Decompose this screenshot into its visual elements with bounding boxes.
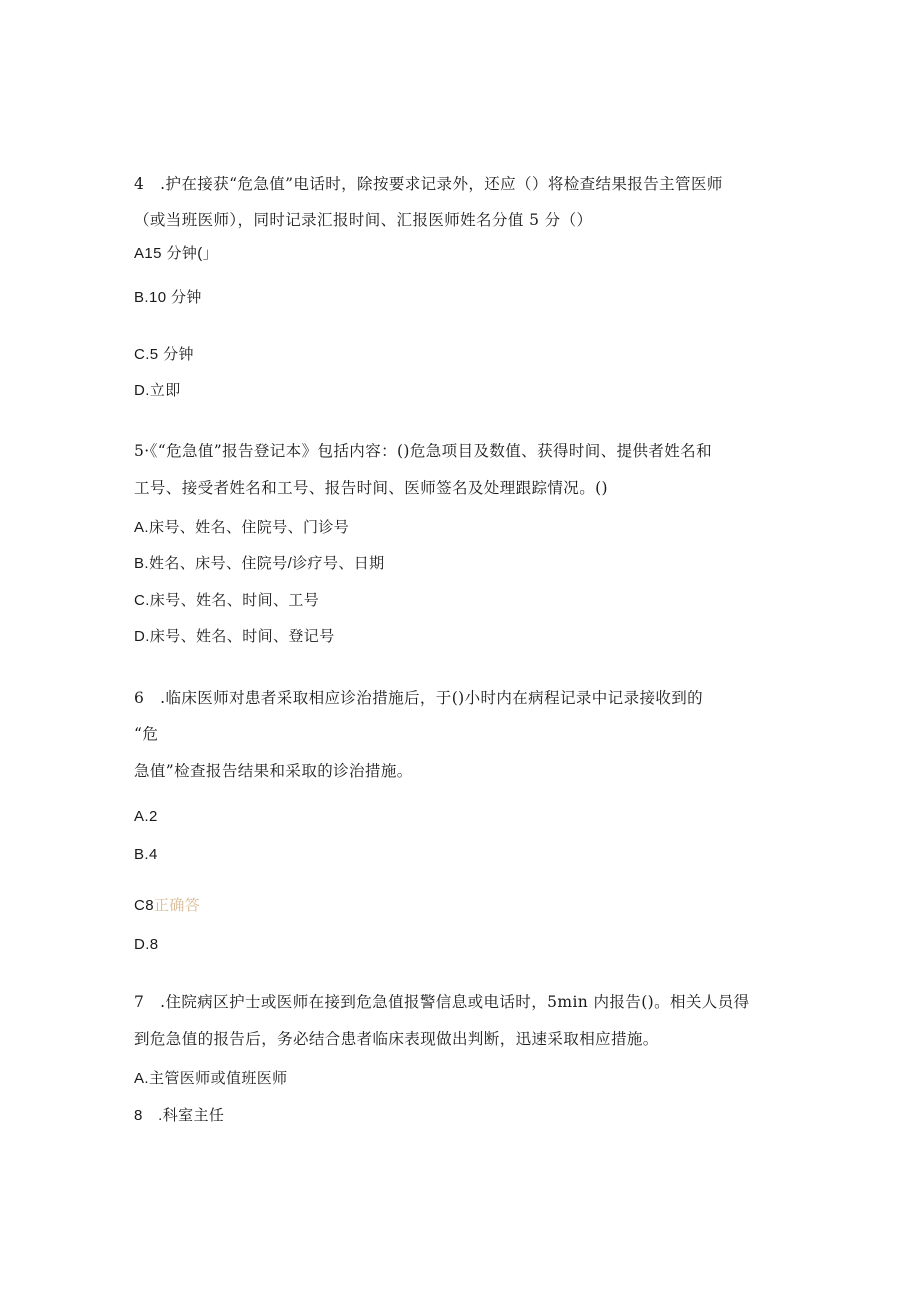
question-4-option-b: B.10 分钟	[134, 289, 202, 306]
question-6-line-2: “危	[134, 725, 159, 743]
question-6-option-c	[134, 895, 200, 916]
question-6-option-a: A.2	[134, 808, 158, 825]
question-4-line-1: 4 .护在接获“危急值”电话时，除按要求记录外，还应（）将检查结果报告主管医师	[134, 175, 723, 193]
question-6-line-1: 6 .临床医师对患者采取相应诊治措施后，于()小时内在病程记录中记录接收到的	[134, 689, 704, 707]
question-4-option-d: D.立即	[134, 382, 181, 399]
question-6-option-b: B.4	[134, 846, 158, 863]
question-5-option-a: A.床号、姓名、住院号、门诊号	[134, 519, 350, 536]
question-5-line-2: 工号、接受者姓名和工号、报告时间、医师签名及处理跟踪情况。()	[134, 479, 608, 497]
question-5-option-b: B.姓名、床号、住院号/诊疗号、日期	[134, 555, 385, 572]
question-7-line-2: 到危急值的报告后，务必结合患者临床表现做出判断，迅速采取相应措施。	[134, 1030, 659, 1048]
answer-hint: 正确答	[153, 896, 201, 914]
question-4-option-a: A15 分钟(」	[134, 245, 219, 262]
question-5-option-c: C.床号、姓名、时间、工号	[134, 592, 320, 609]
question-4-option-c: C.5 分钟	[134, 346, 194, 363]
option-c-label: C8	[134, 897, 154, 914]
question-6-option-d: D.8	[134, 936, 159, 953]
question-7-line-1: 7 .住院病区护士或医师在接到危急值报警信息或电话时，5min 内报告()。相关人员得	[134, 993, 750, 1011]
question-5-option-d: D.床号、姓名、时间、登记号	[134, 628, 335, 645]
question-4-line-2: （或当班医师），同时记录汇报时间、汇报医师姓名分值 5 分（）	[134, 211, 593, 229]
question-6-line-3: 急值”检查报告结果和采取的诊治措施。	[134, 762, 413, 780]
question-7-option-b: 8 .科室主任	[134, 1107, 225, 1124]
question-7-option-a: A.主管医师或值班医师	[134, 1070, 288, 1087]
question-5-line-1: 5·《“危急值”报告登记本》包括内容：()危急项目及数值、获得时间、提供者姓名和	[134, 442, 712, 460]
